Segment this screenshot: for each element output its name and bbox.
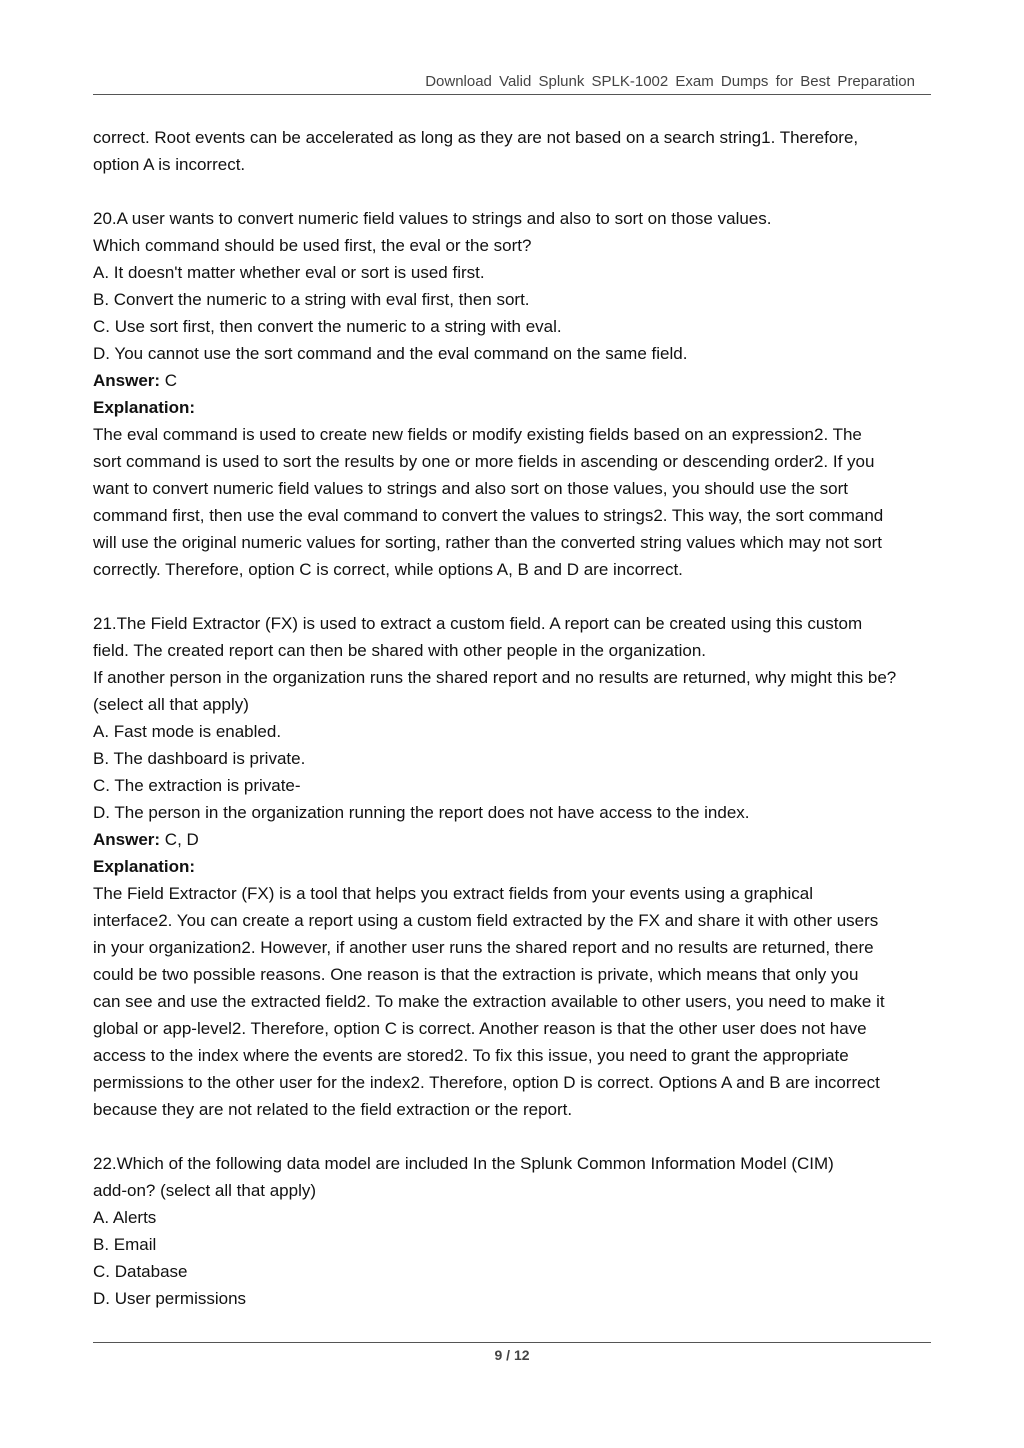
answer-label: Answer: <box>93 830 161 849</box>
explanation-line: because they are not related to the field extraction or the report. <box>93 1100 573 1119</box>
explanation-line: The eval command is used to create new fields or modify existing fields based on an expression2. The <box>93 425 862 444</box>
text-line: option A is incorrect. <box>93 155 246 174</box>
question-text: add-on? (select all that apply) <box>93 1181 317 1200</box>
question-text: 21.The Field Extractor (FX) is used to extract a custom field. A report can be created using this custom <box>93 614 863 633</box>
page-footer <box>93 1342 931 1363</box>
explanation-line: access to the index where the events are stored2. To fix this issue, you need to grant the appropriate <box>93 1046 849 1065</box>
option-a: A. Alerts <box>93 1208 157 1227</box>
option-b: B. Email <box>93 1235 157 1254</box>
option-d: D. User permissions <box>93 1289 247 1308</box>
explanation-heading: Explanation: <box>93 398 196 417</box>
explanation-line: correctly. Therefore, option C is correct, while options A, B and D are incorrect. <box>93 560 683 579</box>
question-20 <box>93 205 953 583</box>
explanation-line: in your organization2. However, if another user runs the shared report and no results are returned, there <box>93 938 874 957</box>
explanation-heading: Explanation: <box>93 857 196 876</box>
explanation-line: command first, then use the eval command to convert the values to strings2. This way, the sort command <box>93 506 884 525</box>
page-number: 9 / 12 <box>494 1347 530 1363</box>
explanation-line: The Field Extractor (FX) is a tool that helps you extract fields from your events using a graphical <box>93 884 813 903</box>
option-c: C. Database <box>93 1262 188 1281</box>
question-text: 20.A user wants to convert numeric field values to strings and also to sort on those values. <box>93 209 772 228</box>
question-text: field. The created report can then be shared with other people in the organization. <box>93 641 707 660</box>
answer <box>93 367 953 394</box>
header-text: Download Valid Splunk SPLK-1002 Exam Dumps for Best Preparation <box>425 73 915 90</box>
explanation-line: can see and use the extracted field2. To make the extraction available to other users, you need to make it <box>93 992 885 1011</box>
question-22 <box>93 1150 953 1312</box>
option-c: C. The extraction is private- <box>93 776 301 795</box>
page-header <box>93 72 931 95</box>
answer-label: Answer: <box>93 371 161 390</box>
answer-value: C <box>160 371 178 390</box>
text-line: correct. Root events can be accelerated as long as they are not based on a search string1. Therefore, <box>93 128 859 147</box>
question-text: If another person in the organization runs the shared report and no results are returned, why might this be? <box>93 668 897 687</box>
question-text: 22.Which of the following data model are included In the Splunk Common Information Model (CIM) <box>93 1154 834 1173</box>
explanation-line: global or app-level2. Therefore, option C is correct. Another reason is that the other user does not have <box>93 1019 867 1038</box>
option-c: C. Use sort first, then convert the numeric to a string with eval. <box>93 317 562 336</box>
option-b: B. Convert the numeric to a string with eval first, then sort. <box>93 290 530 309</box>
option-a: A. Fast mode is enabled. <box>93 722 282 741</box>
explanation-line: permissions to the other user for the index2. Therefore, option D is correct. Options A and B are incorrect <box>93 1073 880 1092</box>
explanation-line: want to convert numeric field values to strings and also sort on those values, you should use the sort <box>93 479 849 498</box>
page-content <box>93 124 953 1312</box>
explanation-line: interface2. You can create a report using a custom field extracted by the FX and share it with other users <box>93 911 879 930</box>
answer <box>93 826 953 853</box>
option-d: D. The person in the organization running the report does not have access to the index. <box>93 803 750 822</box>
question-21 <box>93 610 953 1123</box>
question-text: (select all that apply) <box>93 695 249 714</box>
question-text: Which command should be used first, the eval or the sort? <box>93 236 532 255</box>
answer-value: C, D <box>160 830 199 849</box>
option-d: D. You cannot use the sort command and the eval command on the same field. <box>93 344 688 363</box>
option-b: B. The dashboard is private. <box>93 749 306 768</box>
explanation-line: sort command is used to sort the results by one or more fields in ascending or descending order2. If you <box>93 452 875 471</box>
option-a: A. It doesn't matter whether eval or sort is used first. <box>93 263 485 282</box>
explanation-line: could be two possible reasons. One reason is that the extraction is private, which means that only you <box>93 965 859 984</box>
explanation-line: will use the original numeric values for sorting, rather than the converted string values which may not sort <box>93 533 882 552</box>
